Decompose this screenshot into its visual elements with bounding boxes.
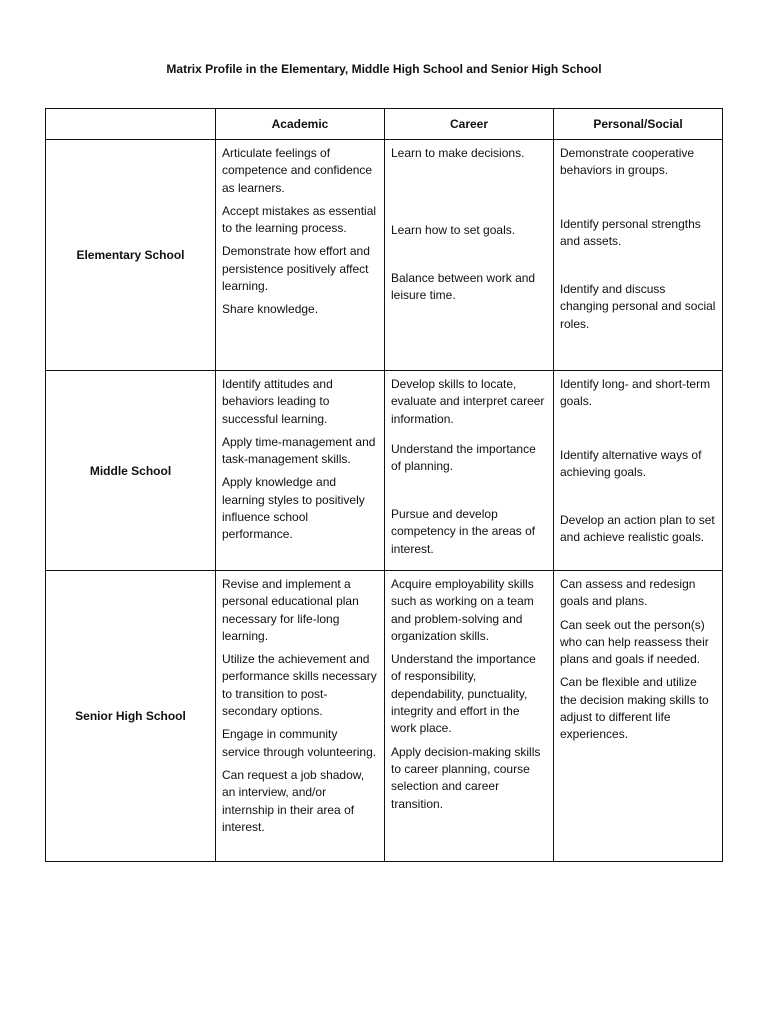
list-item: Engage in community service through volunteering. <box>222 727 377 759</box>
list-item: Can assess and redesign goals and plans. <box>560 577 696 609</box>
document-title: Matrix Profile in the Elementary, Middle High School and Senior High School <box>166 62 602 76</box>
list-item: Learn how to set goals. <box>391 223 516 237</box>
header-academic: Academic <box>216 109 385 140</box>
list-item: Articulate feelings of competence and confidence as learners. <box>222 146 373 195</box>
list-item: Acquire employability skills such as working on a team and problem-solving and organization skills. <box>391 577 534 643</box>
cell-elementary-academic <box>216 140 385 371</box>
list-item: Can be flexible and utilize the decision making skills to adjust to different life experiences. <box>560 675 709 742</box>
list-item: Identify and discuss changing personal and social roles. <box>560 282 716 331</box>
header-blank <box>46 109 216 140</box>
cell-senior-personal-social <box>554 571 723 862</box>
list-item: Apply time-management and task-management skills. <box>222 434 376 467</box>
level-senior-high-school: Senior High School <box>46 571 216 862</box>
level-elementary-school: Elementary School <box>46 140 216 371</box>
list-item: Utilize the achievement and performance skills necessary to transition to post-secondary options. <box>222 652 377 719</box>
list-item: Can request a job shadow, an interview, and/or internship in their area of interest. <box>222 767 365 834</box>
list-item: Develop skills to locate, evaluate and interpret career information. <box>391 377 545 426</box>
list-item: Learn to make decisions. <box>391 146 525 160</box>
list-item: Identify long- and short-term goals. <box>560 377 711 409</box>
cell-middle-career <box>385 371 554 571</box>
header-personal-social: Personal/Social <box>554 109 723 140</box>
list-item: Demonstrate how effort and persistence positively affect learning. <box>222 244 370 294</box>
cell-senior-academic <box>216 571 385 862</box>
row-senior <box>46 571 723 862</box>
list-item: Share knowledge. <box>222 302 319 317</box>
cell-middle-personal-social <box>554 371 723 571</box>
list-item: Apply decision-making skills to career planning, course selection and career transition. <box>391 744 541 811</box>
list-item: Balance between work and leisure time. <box>391 271 536 303</box>
list-item: Identify attitudes and behaviors leading to successful learning. <box>222 377 333 426</box>
cell-middle-academic <box>216 371 385 571</box>
list-item: Understand the importance of planning. <box>391 442 536 474</box>
level-middle-school: Middle School <box>46 371 216 571</box>
cell-senior-career <box>385 571 554 862</box>
list-item: Identify personal strengths and assets. <box>560 217 701 249</box>
list-item: Can seek out the person(s) who can help reassess their plans and goals if needed. <box>560 617 709 667</box>
row-middle <box>46 371 723 571</box>
list-item: Pursue and develop competency in the areas of interest. <box>391 507 536 556</box>
list-item: Accept mistakes as essential to the learning process. <box>222 203 377 236</box>
list-item: Develop an action plan to set and achieve realistic goals. <box>560 513 715 545</box>
cell-elementary-career <box>385 140 554 371</box>
header-career: Career <box>385 109 554 140</box>
list-item: Understand the importance of responsibility, dependability, punctuality, integrity and effort in the work place. <box>391 652 536 736</box>
cell-elementary-personal-social <box>554 140 723 371</box>
list-item: Apply knowledge and learning styles to positively influence school performance. <box>222 475 365 542</box>
row-elementary <box>46 140 723 371</box>
header-row <box>46 109 723 140</box>
list-item: Demonstrate cooperative behaviors in groups. <box>560 146 695 178</box>
list-item: Identify alternative ways of achieving goals. <box>560 448 702 480</box>
list-item: Revise and implement a personal educational plan necessary for life-long learning. <box>222 577 359 643</box>
matrix-table <box>45 108 723 862</box>
